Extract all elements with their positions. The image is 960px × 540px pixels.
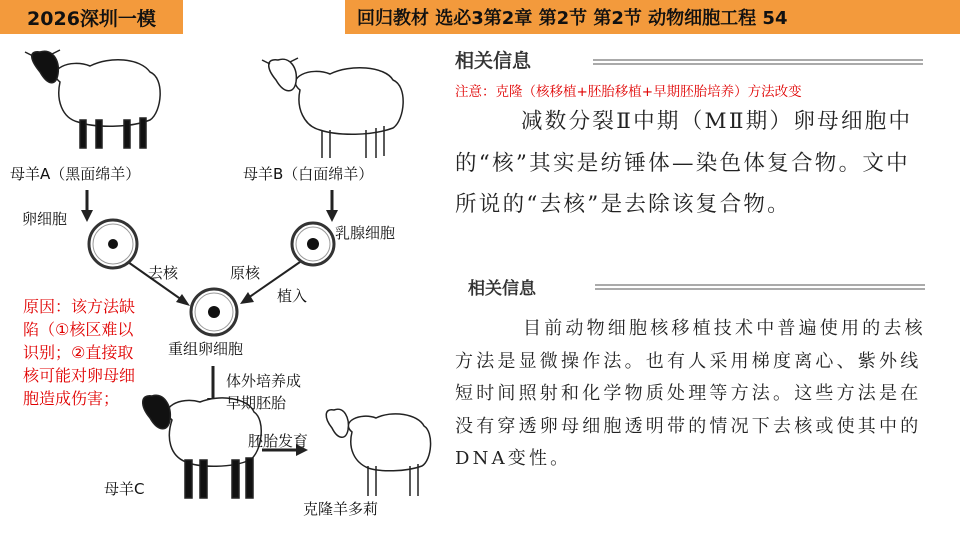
sheep-c-label: 母羊C [104,480,145,498]
culture-line1: 体外培养成 [226,372,302,390]
paragraph-2 [455,313,930,476]
dolly-label: 克隆羊多莉 [303,500,379,518]
implant-label: 植入 [277,287,308,305]
header-right-title: 回归教材 选必3第2章 第2节 第2节 动物细胞工程 54 [345,0,960,34]
mammary-cell-label: 乳腺细胞 [335,224,396,242]
dolly-illustration [326,409,430,496]
recombinant-egg-cell [191,289,237,335]
sheep-b-label: 母羊B（白面绵羊） [243,165,374,183]
egg-cell [89,220,137,268]
embryo-dev-label: 胚胎发育 [248,432,309,450]
heading2-rule [595,283,925,291]
paragraph-2-text: 目前动物细胞核移植技术中普遍使用的去核方法是显微操作法。也有人采用梯度离心、紫外线短时间照射和化学物质处理等方法。这些方法是在没有穿透卵母细胞透明带的情况下去核或使其中的DNA变性。 [455,318,926,469]
sheep-a-label: 母羊A（黑面绵羊） [10,165,141,183]
enucleate-label: 去核 [148,264,179,282]
mammary-cell [292,223,334,265]
defect-note: 原因：该方法缺陷（①核区难以识别；②直接取核可能对卵母细胞造成伤害； [23,297,136,408]
paragraph-1-text: 减数分裂Ⅱ中期（MⅡ期）卵母细胞中的“核”其实是纺锤体—染色体复合物。文中所说的“去核”是去除该复合物。 [455,109,913,217]
paragraph-1 [455,101,930,226]
egg-cell-label: 卵细胞 [22,210,68,228]
sheep-a-illustration [25,50,160,148]
recombinant-label: 重组卵细胞 [168,340,244,358]
related-info-heading-1-text: 相关信息 [455,50,532,72]
culture-line2: 早期胚胎 [226,394,287,412]
related-info-heading-2-text: 相关信息 [468,279,536,299]
sheep-b-illustration [262,58,403,158]
nucleus-label: 原核 [230,264,261,282]
caution-note: 注意：克隆（核移植+胚胎移植+早期胚胎培养）方法改变 [455,84,802,100]
related-info-heading-2 [468,274,536,299]
cloning-diagram [0,40,450,540]
diagram-graphics [0,40,450,540]
related-info-heading-1 [455,46,531,73]
header-left-title: 2026深圳一模 [0,0,183,34]
heading1-rule [593,58,923,66]
